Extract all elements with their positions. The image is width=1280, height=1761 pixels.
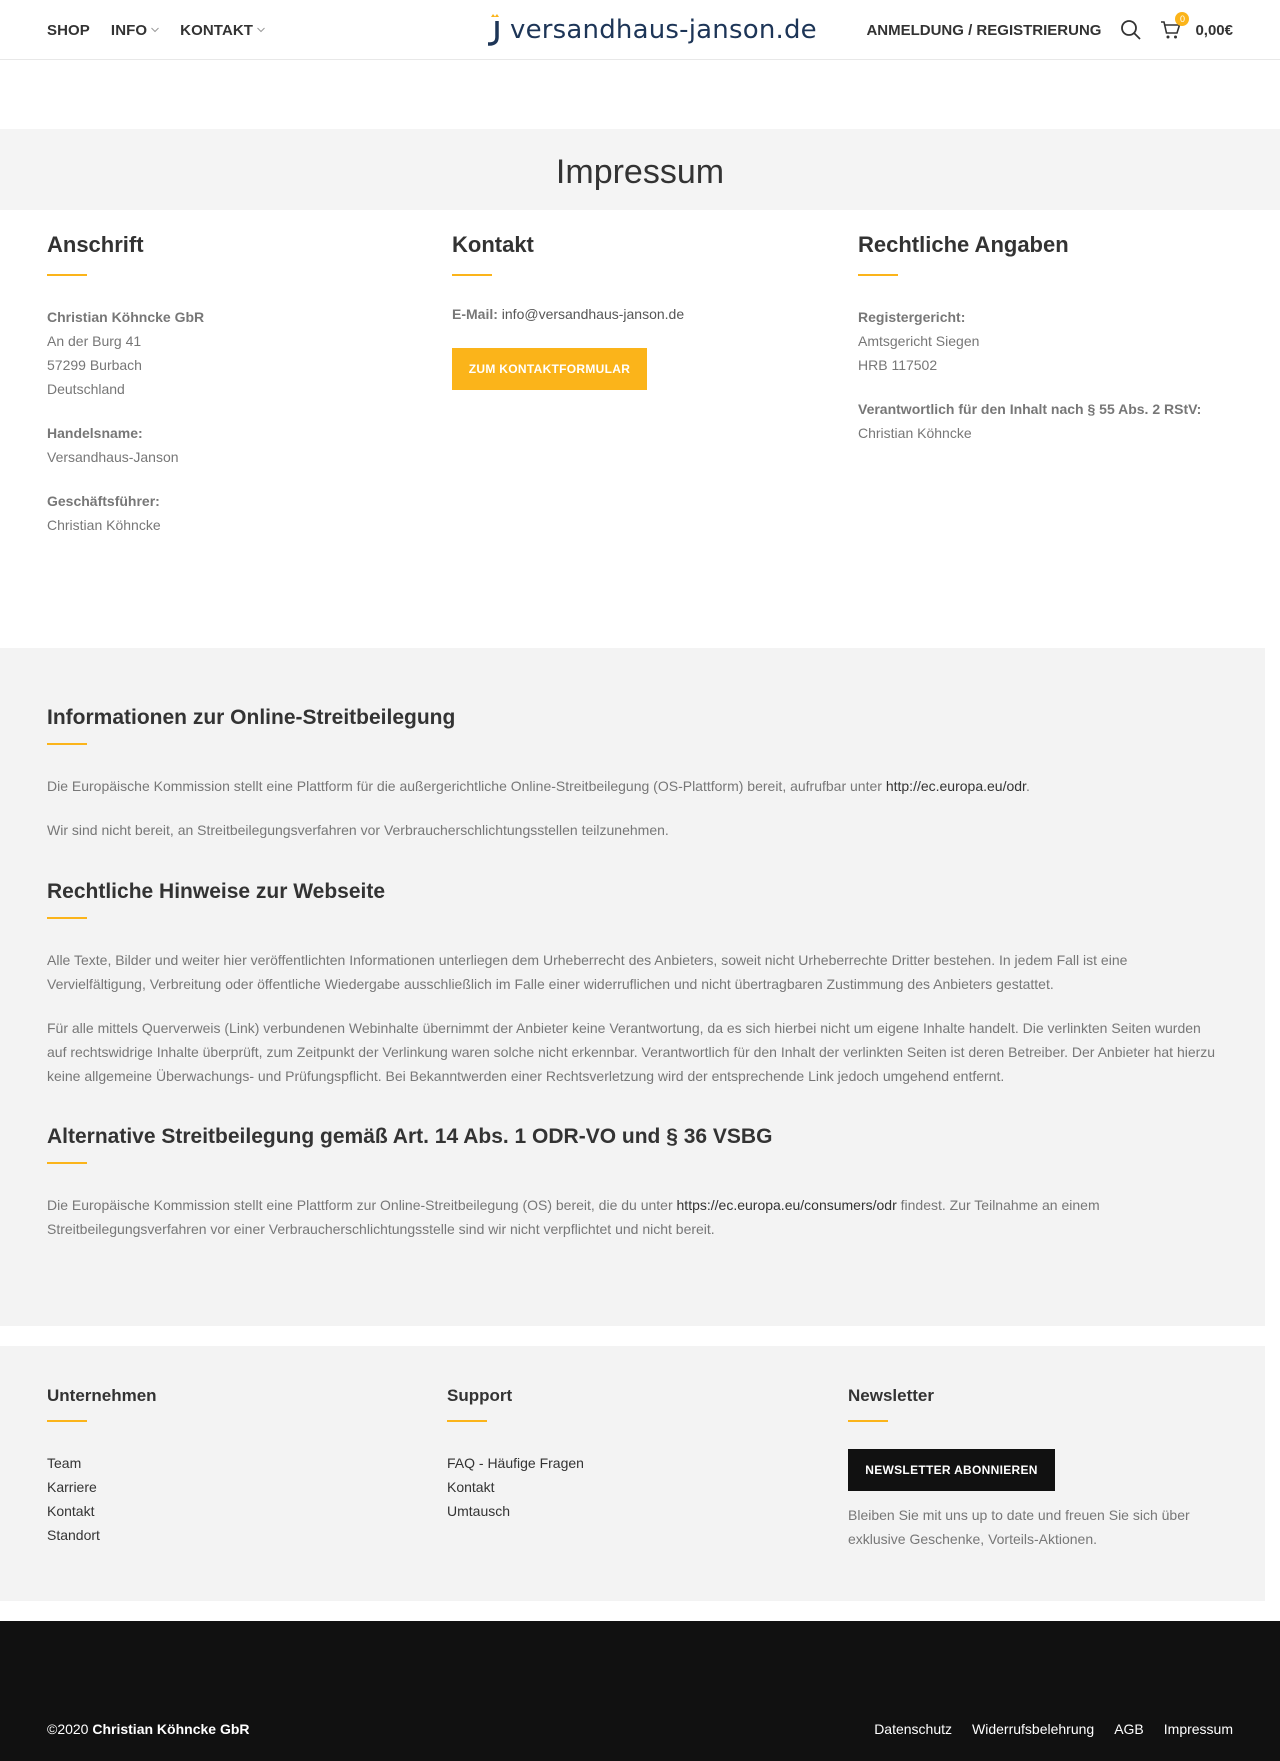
heading-divider (858, 274, 898, 276)
site-logo[interactable] (486, 13, 817, 47)
chevron-down-icon (257, 26, 265, 34)
section-heading-adr: Alternative Streitbeilegung gemäß Art. 14 Abs. 1 ODR-VO und § 36 VSBG (47, 1125, 773, 1148)
newsletter-text: Bleiben Sie mit uns up to date und freuen Sie sich über exklusive Geschenke, Vorteils-Aktionen. (848, 1507, 1190, 1547)
country: Deutschland (47, 381, 125, 397)
cart-total[interactable]: 0,00€ (1195, 21, 1233, 39)
footer-link-team[interactable]: Team (47, 1455, 82, 1471)
footer-company-column (47, 1386, 407, 1547)
register-court-value: Amtsgericht Siegen (858, 333, 980, 349)
city: 57299 Burbach (47, 357, 142, 373)
footer-newsletter-heading: Newsletter (848, 1386, 934, 1405)
nav-info[interactable] (111, 22, 159, 39)
nav-kontakt[interactable] (180, 22, 265, 39)
street: An der Burg 41 (47, 333, 142, 349)
legal-heading: Rechtliche Angaben (858, 232, 1069, 257)
ceo-value: Christian Köhncke (47, 517, 161, 533)
main-nav (47, 0, 265, 60)
copyright-company: Christian Köhncke GbR (92, 1721, 250, 1737)
heading-divider (452, 274, 492, 276)
heading-divider (47, 1420, 87, 1422)
nav-kontakt-label: KONTAKT (180, 21, 254, 39)
email-link[interactable]: info@versandhaus-janson.de (501, 306, 685, 322)
adr-paragraph (47, 1193, 1222, 1241)
section-heading-legal-notes: Rechtliche Hinweise zur Webseite (47, 880, 386, 903)
register-court-label: Registergericht: (858, 309, 966, 325)
anschrift-column (47, 232, 407, 537)
logo-text: versandhaus-janson.de (510, 15, 817, 45)
responsible-value: Christian Köhncke (858, 425, 972, 441)
heading-divider (47, 743, 87, 745)
cart-icon[interactable] (1160, 14, 1185, 41)
footer-link-support-kontakt[interactable]: Kontakt (447, 1479, 495, 1495)
adr-link[interactable]: https://ec.europa.eu/consumers/odr (676, 1197, 897, 1213)
responsible-label: Verantwortlich für den Inhalt nach § 55 Abs. 2 RStV: (858, 401, 1202, 417)
kontakt-heading: Kontakt (452, 232, 534, 257)
heading-divider (848, 1420, 888, 1422)
odr-link[interactable]: http://ec.europa.eu/odr (885, 778, 1026, 794)
cart-count-badge: 0 (1175, 12, 1189, 26)
adr-paragraph-end: findest. Zur Teilnahme an einem Streitbeilegungsverfahren vor einer Verbraucherschlichtungsstelle sind wir nicht verpflichtet und nicht bereit. (47, 1197, 1100, 1237)
page-title-band (0, 129, 1280, 210)
logo-j-icon (486, 13, 504, 47)
hrb-number: HRB 117502 (858, 357, 938, 373)
nav-shop[interactable] (47, 22, 90, 39)
link-agb[interactable]: AGB (1114, 1721, 1144, 1737)
footer-link-karriere[interactable]: Karriere (47, 1479, 97, 1495)
newsletter-subscribe-button[interactable]: NEWSLETTER ABONNIEREN (848, 1449, 1055, 1491)
odr-paragraph (47, 774, 1222, 798)
footer-link-kontakt[interactable]: Kontakt (47, 1503, 95, 1519)
anschrift-heading: Anschrift (47, 232, 144, 257)
login-register-link[interactable]: ANMELDUNG / REGISTRIERUNG (866, 21, 1102, 39)
link-impressum[interactable]: Impressum (1163, 1721, 1233, 1737)
trade-name-label: Handelsname: (47, 425, 143, 441)
kontakt-column (452, 232, 812, 390)
odr-paragraph-text: Die Europäische Kommission stellt eine Plattform für die außergerichtliche Online-Streitbeilegung (OS-Plattform) bereit, aufrufbar unter (47, 778, 886, 794)
footer-support-heading: Support (447, 1386, 513, 1405)
chevron-down-icon (151, 26, 159, 34)
footer-link-faq[interactable]: FAQ - Häufige Fragen (447, 1455, 584, 1471)
legal-links (874, 1721, 1233, 1737)
footer-widgets (0, 1346, 1265, 1601)
contact-form-button[interactable]: ZUM KONTAKTFORMULAR (452, 348, 647, 390)
odr-paragraph-end: . (1025, 778, 1030, 794)
no-participation-paragraph: Wir sind nicht bereit, an Streitbeilegungsverfahren vor Verbraucherschlichtungsstellen teilzunehmen. (47, 822, 669, 838)
heading-divider (47, 274, 87, 276)
bottom-bar (0, 1621, 1280, 1761)
heading-divider (47, 917, 87, 919)
link-datenschutz[interactable]: Datenschutz (874, 1721, 953, 1737)
footer-company-heading: Unternehmen (47, 1386, 157, 1405)
email-label: E-Mail: (452, 306, 498, 322)
heading-divider (47, 1162, 87, 1164)
site-header (0, 0, 1280, 60)
footer-support-column (447, 1386, 807, 1523)
nav-info-label: INFO (110, 21, 148, 39)
heading-divider (447, 1420, 487, 1422)
footer-link-standort[interactable]: Standort (47, 1527, 100, 1543)
page-title: Impressum (555, 153, 725, 191)
links-paragraph: Für alle mittels Querverweis (Link) verbundenen Webinhalte übernimmt der Anbieter keine Verantwortung, da es sich hierbei nicht um eigene Inhalte handelt. Die verlinkten Seiten wurden auf rechtswidrige Inhalte überprüft, zum Zeitpunkt der Verlinkung waren solche nicht erkennbar. Verantwortlich für den Inhalt der verlinkten Seiten ist deren Betreiber. Der Anbieter hat hierzu keine allgemeine Überwachungs- und Prüfungspflicht. Bei Bekanntwerden einer Rechtsverletzung wird der entsprechende Link jedoch umgehend entfernt. (47, 1020, 1216, 1084)
trade-name-value: Versandhaus-Janson (47, 449, 179, 465)
legal-column (858, 232, 1248, 445)
copyright (47, 1721, 250, 1737)
ceo-label: Geschäftsführer: (47, 493, 160, 509)
section-heading-odr: Informationen zur Online-Streitbeilegung (47, 706, 456, 729)
copyright-prefix: ©2020 (47, 1721, 93, 1737)
copyright-paragraph: Alle Texte, Bilder und weiter hier veröffentlichten Informationen unterliegen dem Urheberrecht des Anbieters, soweit nicht Urheberrechte Dritter bestehen. In jedem Fall ist eine Vervielfältigung, Verbreitung oder öffentliche Wiedergabe ausschließlich im Falle einer widerruflichen und nicht übertragbaren Zustimmung des Anbieters gestattet. (47, 952, 1128, 992)
adr-paragraph-text: Die Europäische Kommission stellt eine Plattform zur Online-Streitbeilegung (OS) bereit, die du unter (47, 1197, 677, 1213)
legal-info-section (0, 648, 1265, 1326)
search-icon[interactable] (1120, 19, 1142, 41)
link-widerrufsbelehrung[interactable]: Widerrufsbelehrung (972, 1721, 1095, 1737)
footer-link-umtausch[interactable]: Umtausch (447, 1503, 511, 1519)
company-name: Christian Köhncke GbR (47, 309, 205, 325)
nav-shop-label: SHOP (47, 21, 90, 39)
email-line (452, 306, 812, 322)
header-actions (866, 0, 1233, 60)
footer-newsletter-column (848, 1386, 1238, 1551)
